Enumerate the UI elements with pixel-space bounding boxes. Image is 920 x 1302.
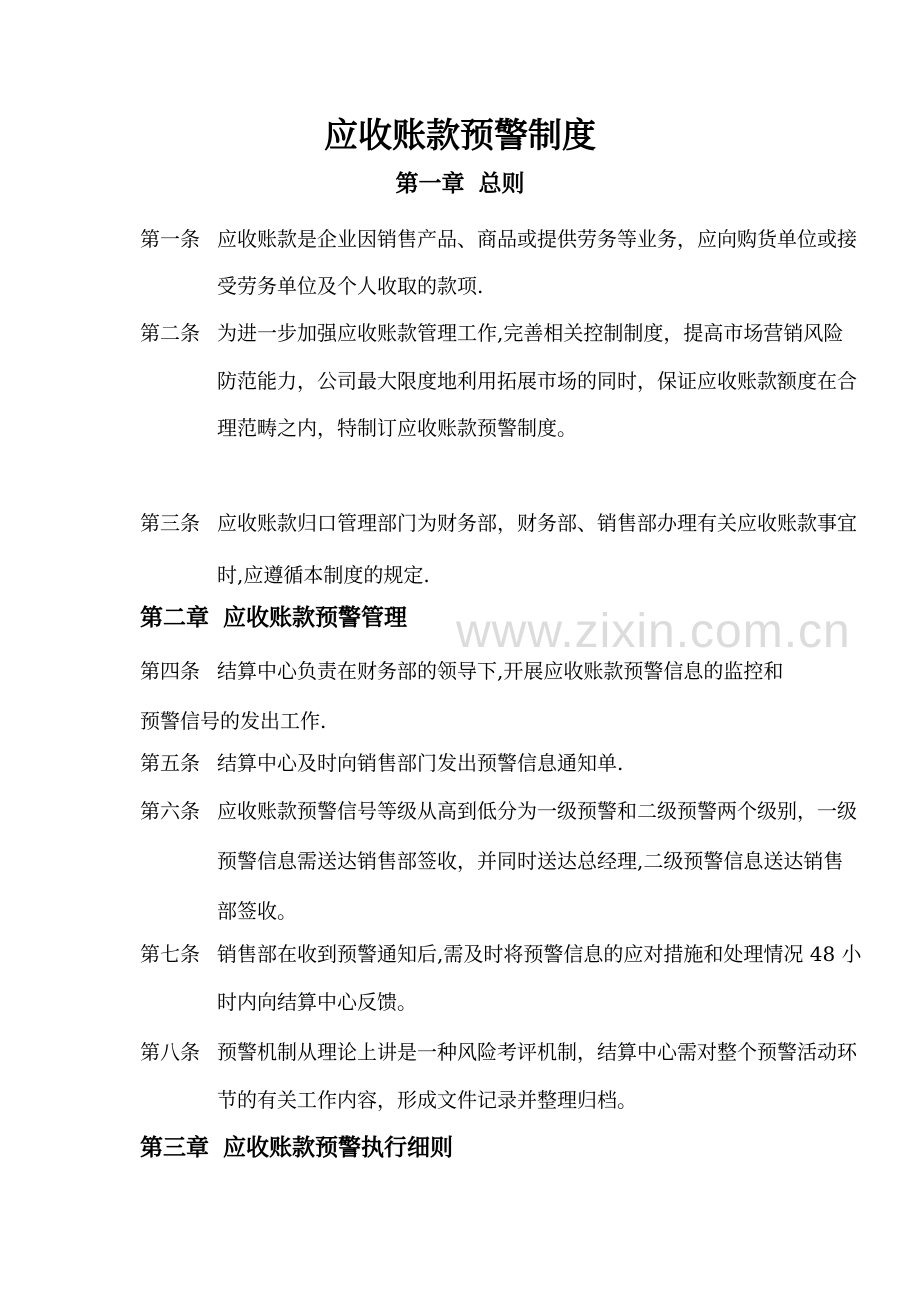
chapter-2-heading <box>140 598 407 638</box>
chapter-title: 应收账款预警执行细则 <box>223 1134 453 1161</box>
chapter-number: 第二章 <box>140 604 209 631</box>
article-number: 第六条 <box>140 799 200 823</box>
article-4 <box>140 646 785 746</box>
article-text: 应收账款是企业因销售产品、商品或提供劳务等业务，应向购货单位或接受劳务单位及个人收取的款项. <box>217 227 857 298</box>
article-text: 为进一步加强应收账款管理工作,完善相关控制制度，提高市场营销风险防范能力，公司最大限度地利用拓展市场的同时，保证应收账款额度在合理范畴之内，特制订应收账款预警制度。 <box>217 321 857 440</box>
article-text: 应收账款预警信号等级从高到低分为一级预警和二级预警两个级别，一级预警信息需送达销售部签收，并同时送达总经理,二级预警信息送达销售部签收。 <box>217 799 857 923</box>
article-number: 第七条 <box>140 942 200 966</box>
article-number: 第四条 <box>140 659 200 683</box>
chapter-3-heading <box>140 1128 453 1168</box>
article-6 <box>140 786 862 936</box>
article-2 <box>140 310 862 453</box>
article-text: 销售部在收到预警通知后,需及时将预警信息的应对措施和处理情况 48 小时内向结算中心反馈。 <box>217 942 862 1014</box>
document-title: 应收账款预警制度 <box>324 116 596 156</box>
watermark: www.zixin.com.cn <box>456 605 851 658</box>
chapter-title: 总则 <box>478 170 525 197</box>
chapter-number: 第三章 <box>140 1134 209 1161</box>
article-text: 预警机制从理论上讲是一种风险考评机制，结算中心需对整个预警活动环节的有关工作内容，形成文件记录并整理归档。 <box>217 1040 857 1112</box>
article-1 <box>140 216 862 310</box>
article-number: 第三条 <box>140 511 200 535</box>
chapter-number: 第一章 <box>395 170 465 197</box>
article-number: 第五条 <box>140 751 200 775</box>
article-number: 第一条 <box>140 227 200 251</box>
article-3 <box>140 497 862 601</box>
chapter-title: 应收账款预警管理 <box>223 604 407 631</box>
article-text: 结算中心负责在财务部的领导下,开展应收账款预警信息的监控和预警信号的发出工作. <box>140 659 784 733</box>
article-number: 第八条 <box>140 1040 200 1064</box>
article-5 <box>140 740 785 786</box>
chapter-1-heading <box>0 164 920 204</box>
article-text: 结算中心及时向销售部门发出预警信息通知单. <box>217 751 624 775</box>
article-8 <box>140 1028 862 1124</box>
article-text: 应收账款归口管理部门为财务部，财务部、销售部办理有关应收账款事宜时,应遵循本制度的规定. <box>217 511 857 587</box>
article-number: 第二条 <box>140 321 200 345</box>
article-7 <box>140 930 862 1026</box>
